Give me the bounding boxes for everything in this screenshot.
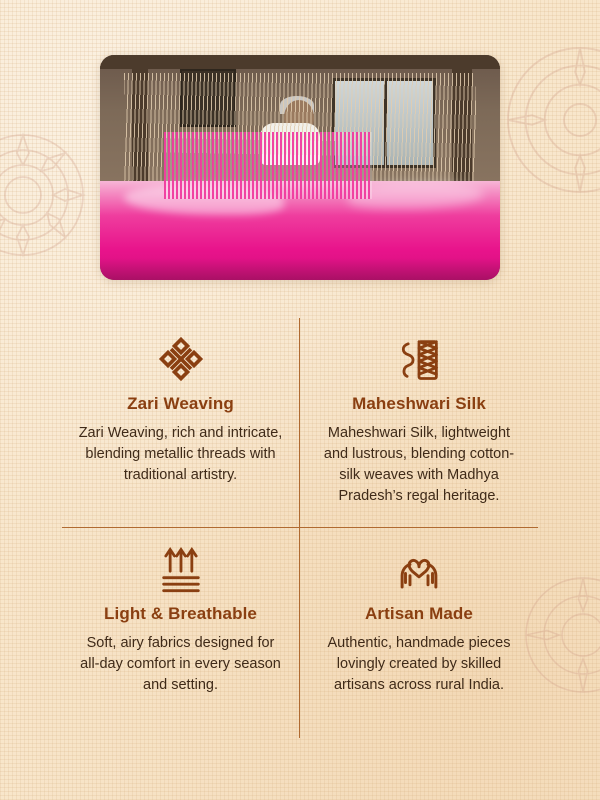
feature-title: Zari Weaving — [127, 394, 234, 413]
feature-card-artisan-made — [300, 528, 538, 738]
feature-card-light-breathable — [62, 528, 300, 738]
feature-description: Maheshwari Silk, lightweight and lustrous, blending cotton-silk weaves with Madhya Pradesh’s regal heritage. — [323, 425, 515, 505]
breathable-airflow-icon — [155, 540, 207, 598]
hero-image-frame — [100, 55, 500, 280]
hands-heart-icon — [392, 540, 446, 598]
feature-title: Maheshwari Silk — [352, 394, 486, 413]
feature-title: Artisan Made — [365, 604, 473, 623]
silk-spool-icon — [393, 330, 445, 388]
feature-card-maheshwari-silk — [300, 318, 538, 528]
feature-description: Soft, airy fabrics designed for all-day comfort in every season and setting. — [80, 635, 281, 694]
feature-title: Light & Breathable — [104, 604, 257, 623]
zari-knot-icon — [155, 330, 207, 388]
feature-description: Zari Weaving, rich and intricate, blending metallic threads with traditional artistry. — [78, 425, 283, 484]
feature-description: Authentic, handmade pieces lovingly created by skilled artisans across rural India. — [327, 635, 511, 694]
weaver-at-handloom-photo — [100, 55, 500, 280]
feature-card-zari-weaving — [62, 318, 300, 528]
feature-grid — [62, 318, 538, 738]
